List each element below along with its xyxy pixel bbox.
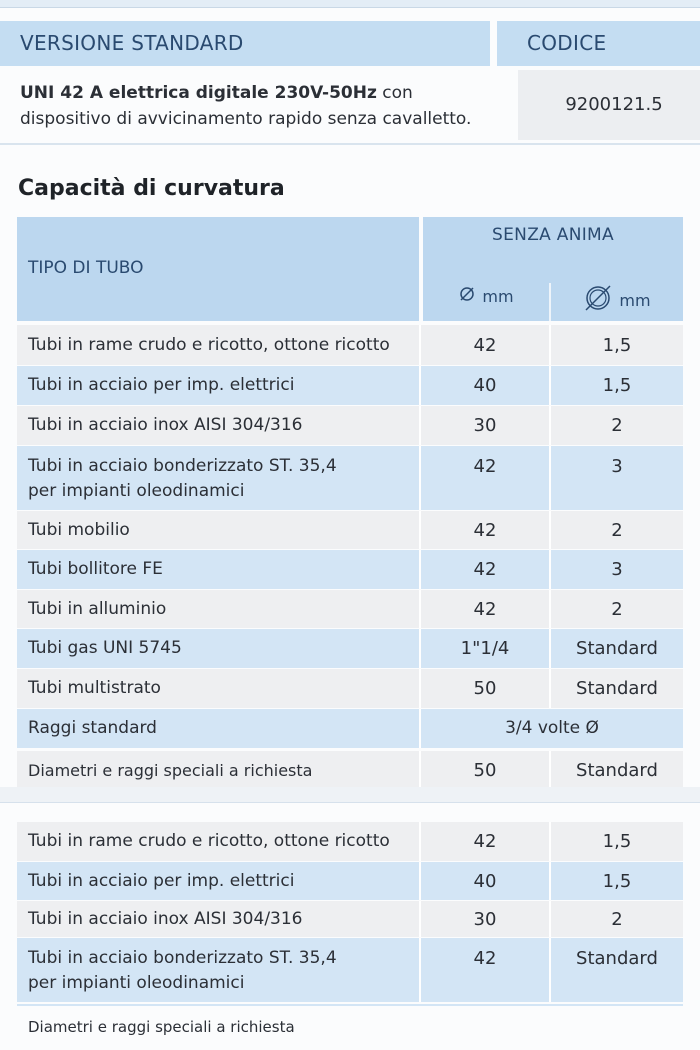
thickness-value-cell: 1,5 (602, 375, 632, 396)
table-row (17, 406, 683, 445)
diameter-value-cell: 42 (421, 446, 551, 510)
table-row (17, 550, 683, 589)
diameter-value-cell: 42 (421, 550, 551, 589)
table-row (17, 629, 683, 668)
tube-type-cell (17, 325, 421, 365)
tube-type-label: Tubi gas UNI 5745 (28, 638, 182, 658)
header-tipo-di-tubo: TIPO DI TUBO (28, 258, 144, 278)
tube-type-cell (17, 938, 421, 1002)
header-thickness-unit: mm (619, 290, 651, 310)
table-row (17, 901, 683, 937)
code-header: CODICE (497, 21, 700, 66)
thickness-value-cell: Standard (576, 760, 658, 781)
thickness-value-cell: 2 (611, 415, 623, 436)
thickness-value-cell: 3 (611, 456, 623, 477)
thickness-value-cell: 3 (611, 559, 623, 580)
diameter-value-cell: 1"1/4 (421, 629, 551, 668)
tube-type-label: Tubi in rame crudo e ricotto, ottone ricotto (28, 831, 390, 851)
top-strip (0, 0, 700, 8)
thickness-value-cell: Standard (576, 638, 658, 659)
diameter-value-cell: 42 (421, 938, 551, 1002)
thickness-value-cell: 2 (611, 909, 623, 930)
tube-type-label: Tubi in acciaio per imp. elettrici (28, 375, 295, 395)
tube-type-cell (17, 550, 421, 589)
thickness-value-cell: 1,5 (602, 335, 632, 356)
wall-thickness-icon (583, 285, 613, 315)
tube-type-label: Diametri e raggi speciali a richiesta (28, 761, 313, 780)
model-code: 9200121.5 (518, 70, 700, 140)
thickness-value-cell: 1,5 (602, 871, 632, 892)
tube-type-cell (17, 511, 421, 549)
footnote-line (17, 1004, 683, 1006)
diameter-value-cell: 42 (421, 511, 551, 549)
divider (0, 143, 700, 145)
diameter-value-cell: 42 (421, 325, 551, 365)
tube-type-label: Tubi in acciaio inox AISI 304/316 (28, 415, 303, 435)
thickness-value-cell: 1,5 (602, 831, 632, 852)
diameter-value-cell: 50 (421, 669, 551, 708)
thickness-value-cell: Standard (576, 678, 658, 699)
section-title: Capacità di curvatura (18, 176, 285, 201)
table-row (17, 862, 683, 900)
tube-type-cell (17, 822, 421, 861)
table-row (17, 366, 683, 405)
tube-type-label-line2: per impianti oleodinamici (28, 481, 245, 501)
tube-type-cell (17, 590, 421, 628)
model-desc-line2: dispositivo di avvicinamento rapido senza cavalletto. (20, 109, 472, 129)
radius-value-cell: 3/4 volte Ø (505, 718, 599, 738)
table-row (17, 325, 683, 365)
tube-type-cell (17, 446, 421, 510)
tube-type-label: Tubi in rame crudo e ricotto, ottone ricotto (28, 335, 390, 355)
tube-type-label: Tubi in acciaio per imp. elettrici (28, 871, 295, 891)
tube-type-label: Tubi in acciaio inox AISI 304/316 (28, 909, 303, 929)
tube-type-label: Tubi in alluminio (28, 599, 167, 619)
tube-type-label-line2: per impianti oleodinamici (28, 973, 245, 993)
version-header: VERSIONE STANDARD (0, 21, 490, 66)
header-senza-anima: SENZA ANIMA (492, 225, 614, 245)
table-row (17, 669, 683, 708)
tube-type-label: Tubi bollitore FE (28, 559, 163, 579)
table-row (17, 709, 683, 748)
tube-type-label: Tubi in acciaio bonderizzato ST. 35,4 (28, 948, 337, 968)
table-row (17, 590, 683, 628)
thickness-value-cell: Standard (576, 948, 658, 969)
header-thickness-col (551, 285, 683, 315)
tube-type-label: Tubi mobilio (28, 520, 130, 540)
tube-type-label: Tubi in acciaio bonderizzato ST. 35,4 (28, 456, 337, 476)
header-diameter-unit: mm (482, 286, 514, 306)
tube-type-cell (17, 901, 421, 937)
tube-type-cell (17, 669, 421, 708)
table-row (17, 938, 683, 1002)
tube-type-cell (17, 862, 421, 900)
tube-type-label: Tubi multistrato (28, 678, 161, 698)
diameter-value-cell: 30 (421, 406, 551, 445)
model-description (0, 70, 515, 140)
tube-type-cell (17, 709, 421, 748)
table-row (17, 751, 683, 789)
tube-type-cell (17, 406, 421, 445)
header-diameter-col (423, 285, 549, 307)
footnote: Diametri e raggi speciali a richiesta (28, 1018, 295, 1036)
diameter-value-cell: 42 (421, 822, 551, 861)
table-row (17, 822, 683, 861)
tube-type-label: Raggi standard (28, 718, 157, 738)
table-separator (0, 787, 700, 803)
diameter-value-cell: 50 (421, 751, 551, 789)
tube-type-cell (17, 629, 421, 668)
diameter-value-cell: 40 (421, 862, 551, 900)
tube-type-cell (17, 751, 421, 789)
diameter-value-cell: 40 (421, 366, 551, 405)
model-name: UNI 42 A elettrica digitale 230V-50Hz (20, 83, 377, 103)
diameter-icon (458, 285, 476, 307)
table-row (17, 446, 683, 510)
thickness-value-cell: 2 (611, 599, 623, 620)
table-row (17, 511, 683, 549)
diameter-value-cell: 42 (421, 590, 551, 628)
tube-type-cell (17, 366, 421, 405)
model-desc-suffix: con (376, 83, 413, 103)
diameter-value-cell: 30 (421, 901, 551, 937)
thickness-value-cell: 2 (611, 520, 623, 541)
